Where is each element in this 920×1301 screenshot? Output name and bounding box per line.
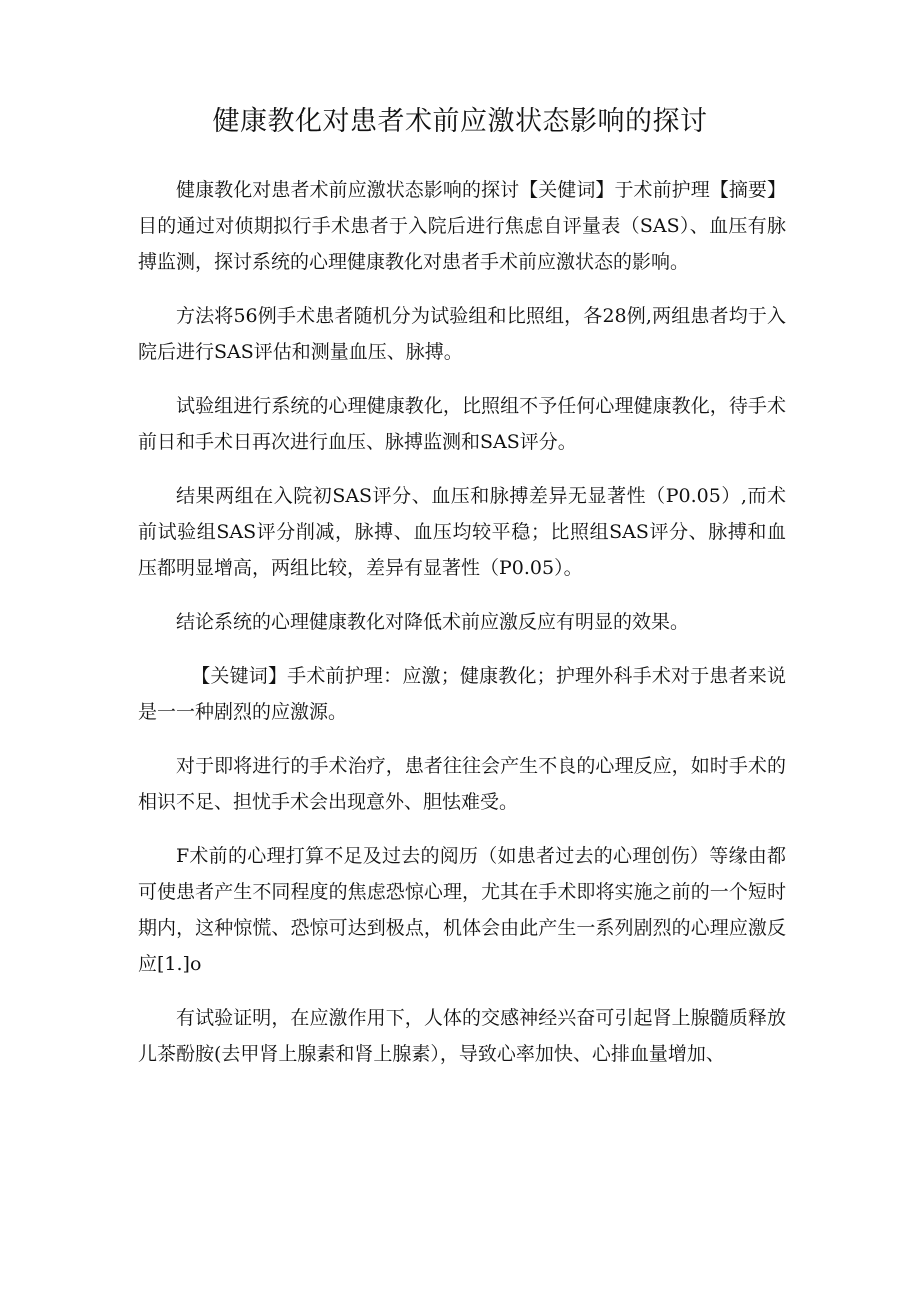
- paragraph-abstract-intro: 健康教化对患者术前应激状态影响的探讨【关健词】于术前护理【摘要】目的通过对侦期拟行手术患者于入院后进行焦虑自评量表（SAS）、血压有脉搏监测，探讨系统的心理健康教化对患者手术前应激状态的影响。: [138, 179, 786, 273]
- paragraph-methods: 方法将56例手术患者随机分为试验组和比照组，各28例,两组患者均于入院后进行SAS评估和测量血压、脉搏。: [138, 305, 786, 363]
- paragraph-stress-mechanism: 有试验证明，在应激作用下，人体的交感神经兴奋可引起肾上腺髓质释放儿茶酚胺(去甲肾上腺素和肾上腺素），导致心率加快、心排血量增加、: [138, 1007, 786, 1065]
- paragraph-results: 结果两组在入院初SAS评分、血压和脉搏差异无显著性（P0.05）,而术前试验组SAS评分削减，脉搏、血压均较平稳；比照组SAS评分、脉搏和血压都明显增高，两组比较，差异有显著性（P0.05）。: [138, 485, 786, 579]
- paragraph-surgery-reaction: 对于即将进行的手术治疗，患者往往会产生不良的心理反应，如时手术的相识不足、担忧手术会出现意外、胆怯难受。: [138, 755, 786, 813]
- paragraph-conclusion: 结论系统的心理健康教化对降低术前应激反应有明显的效果。: [176, 611, 690, 633]
- document-title: 健康教化对患者术前应激状态影响的探讨: [212, 106, 708, 137]
- paragraph-anxiety: F术前的心理打算不足及过去的阅历（如患者过去的心理创伤）等缘由都可使患者产生不同程度的焦虑恐惊心理，尤其在手术即将实施之前的一个短时期内，这种惊慌、恐惊可达到极点，机体会由此产生一系列剧烈的心理应激反应[1.]o: [138, 845, 786, 975]
- paragraph-keywords: 【关键词】手术前护理：应激；健康教化；护理外科手术对于患者来说是一一种剧烈的应激源。: [138, 665, 786, 723]
- document-body: [138, 172, 786, 1072]
- paragraph-experiment: 试验组进行系统的心理健康教化，比照组不予任何心理健康教化，待手术前日和手术日再次进行血压、脉搏监测和SAS评分。: [138, 395, 786, 453]
